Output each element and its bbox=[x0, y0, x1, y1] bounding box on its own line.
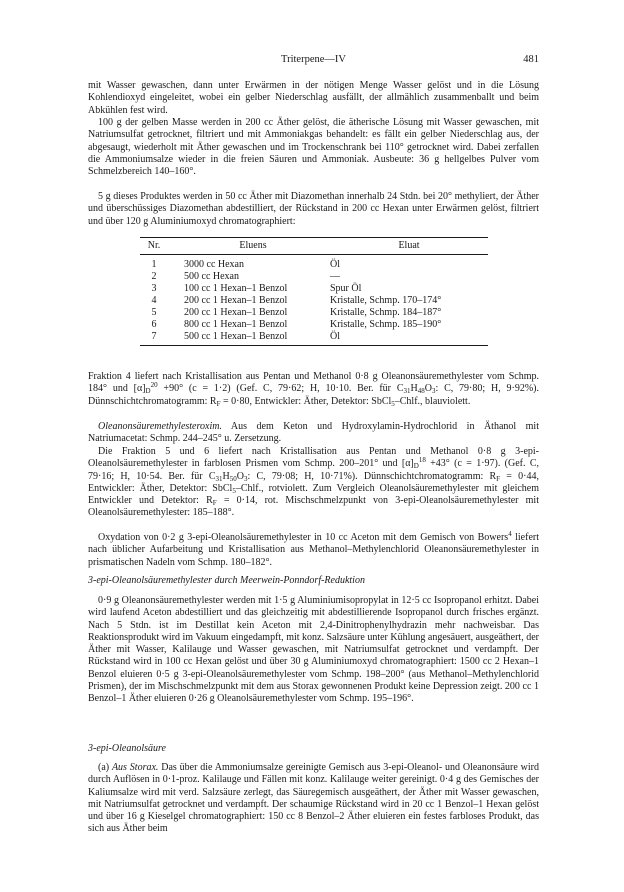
cell-nr: 4 bbox=[151, 294, 157, 306]
table-header-row bbox=[140, 238, 488, 255]
cell-eluens: 200 cc 1 Hexan–1 Benzol bbox=[184, 306, 288, 318]
paragraph-methylation: 5 g dieses Produktes werden in 50 cc Äther mit Diazomethan innerhalb 24 Stdn. bei 20° methyliert, der Äther und überschüssiges Diazomethan abdestilliert, der Rückstand in 200 cc Hexan unter Erwärmen gelöst, filtriert und über 120 g Aluminiumoxyd chromatographiert: bbox=[88, 191, 539, 227]
paragraph-fraction-4: Fraktion 4 liefert nach Kristallisation aus Pentan und Methanol 0·8 g Oleanonsäuremethylester vom Schmp. 184° und $[\alpha]_D^{20} +90^\circ$ (c = 1·2) (Gef. C, 79·62; H, 10·10. Ber. für $C_{31}H_{48}O_3$: C, 79·80; H, 9·92%). Dünnschichtchromatogramm: $R_F = 0\cdot 80$, Entwickler: Äther, Detektor: SbCl$_5$–Chlf., blauviolett. bbox=[88, 371, 540, 408]
cell-eluat: Kristalle, Schmp. 185–190° bbox=[330, 318, 442, 330]
running-header bbox=[88, 54, 539, 68]
cell-nr: 2 bbox=[151, 270, 157, 282]
table-row bbox=[140, 271, 488, 283]
cell-eluens: 100 cc 1 Hexan–1 Benzol bbox=[184, 282, 288, 294]
paragraph-fraction-5-6: Die Fraktion 5 und 6 liefert nach Kristallisation aus Pentan und Methanol 0·8 g 3-epi-Oleanolsäuremethylester in farblosen Prismen vom Schmp. 200–201° und $[\alpha]_D^{18} +43^\circ$ (c = 1·97). (Gef. C, 79·16; H, 10·54. Ber. für $C_{31}H_{50}O_3$: C, 79·08; H, 10·71%). Dünnschichtchromatogramm: $R_F = 0\cdot 44$, Entwickler: Äther, Detektor: SbCl$_5$–Chlf., rotviolett. Zum Vergleich Oleanolsäuremethylester mit gleichem Entwickler und Detektor: $R_F = 0\cdot 14$, rot. Mischschmelzpunkt von 3-epi-Oleanolsäuremethylester mit Oleanolsäuremethylester: 185–188°. bbox=[88, 446, 540, 519]
section-heading-mpv-reduction: 3-epi-Oleanolsäuremethylester durch Meerwein-Ponndorf-Reduktion bbox=[88, 575, 365, 586]
cell-eluat: Kristalle, Schmp. 184–187° bbox=[330, 306, 442, 318]
cell-eluens: 800 cc 1 Hexan–1 Benzol bbox=[184, 318, 288, 330]
table-row bbox=[140, 283, 488, 295]
cell-nr: 6 bbox=[151, 318, 157, 330]
cell-eluens: 500 cc 1 Hexan–1 Benzol bbox=[168, 331, 322, 346]
cell-eluat: Öl bbox=[322, 331, 488, 346]
running-title: Triterpene—IV bbox=[281, 54, 346, 65]
page-number: 481 bbox=[523, 54, 539, 65]
cell-eluens: 500 cc Hexan bbox=[184, 270, 239, 282]
cell-eluens: 3000 cc Hexan bbox=[184, 258, 244, 270]
paragraph-storax: (a) Aus Storax. Das über die Ammoniumsalze gereinigte Gemisch aus 3-epi-Oleanol- und Oleanonsäure wird durch Auflösen in 0·1-proz. Kalilauge und Fällen mit konz. Kalilauge weiter gereinigt. 0·4 g des Gemisches der Kaliumsalze wird mit verd. Salzsäure zerlegt, das Säuregemisch ausgeäthert, der Äther mit Wasser gewaschen, mit Natriumsulfat getrocknet und verdampft. Der schaumige Rückstand wird in 20 cc 1 Benzol–1 Hexan gelöst und über 16 g Kieselgel chromatographiert: 150 cc 8 Benzol–2 Äther eluieren ein festes farbloses Produkt, das sich aus Äther beim bbox=[88, 762, 539, 835]
cell-nr: 1 bbox=[151, 258, 157, 270]
cell-eluat: Spur Öl bbox=[330, 282, 362, 294]
header-eluens: Eluens bbox=[168, 238, 322, 255]
table-row bbox=[140, 295, 488, 307]
cell-nr: 3 bbox=[151, 282, 157, 294]
table-row bbox=[140, 259, 488, 271]
table-row bbox=[140, 331, 488, 346]
cell-eluens: 200 cc 1 Hexan–1 Benzol bbox=[184, 294, 288, 306]
chromatography-table bbox=[140, 237, 488, 346]
cell-nr: 7 bbox=[140, 331, 168, 346]
cell-eluat: Öl bbox=[330, 258, 340, 270]
cell-nr: 5 bbox=[151, 306, 157, 318]
section-heading-epi-oleanolic-acid: 3-epi-Oleanolsäure bbox=[88, 743, 166, 754]
storax-subtitle: Aus Storax. bbox=[111, 762, 159, 773]
paragraph-oxidation: Oxydation von 0·2 g 3-epi-Oleanolsäuremethylester in 10 cc Aceton mit dem Gemisch von Bowers$^4$ liefert nach üblicher Aufarbeitung und Kristallisation aus Methanol–Methylenchlorid Oleanonsäuremethylester in prismatischen Nadeln vom Schmp. 180–182°. bbox=[88, 530, 539, 568]
paragraph-mpv-reduction: 0·9 g Oleanonsäuremethylester werden mit 1·5 g Aluminiumisopropylat in 12·5 cc Isopropanol erhitzt. Dabei wird laufend Aceton abdestilliert und das gleichzeitig mit abdestillierende Isopropanol durch frisches ergänzt. Nach 5 Stdn. ist im Destillat kein Aceton mit 2,4-Dinitrophenylhydrazin mehr nachweisbar. Das Reaktionsprodukt wird im Vakuum eingedampft, mit konz. Salzsäure unter Kühlung angesäuert, ausgeäthert, der Äther mit Wasser, Kalilauge und Wasser gewaschen, mit Natriumsulfat getrocknet und verdampft. Der Rückstand wird in 100 cc Hexan gelöst und über 30 g Aluminiumoxyd chromatographiert: 1500 cc 2 Hexan–1 Benzol eluieren 0·5 g 3-epi-Oleanolsäuremethylester vom Schmp. 198–200° (aus Methanol–Methylenchlorid Prismen), der im Mischschmelzpunkt mit dem aus Storax gewonnenen Produkt keine Depression zeigt. 200 cc 1 Benzol–1 Äther eluieren 0·26 g Oleanolsäuremethylester vom Schmp. 195–196°. bbox=[88, 595, 539, 705]
cell-eluat: — bbox=[330, 270, 340, 282]
table-row bbox=[140, 307, 488, 319]
table-row bbox=[140, 319, 488, 331]
paragraph-ether-solution: 100 g der gelben Masse werden in 200 cc Äther gelöst, die ätherische Lösung mit Wasser gewaschen, mit Natriumsulfat getrocknet, filtriert und mit Ammoniakgas behandelt: es fällt ein gelber Niederschlag aus, der abgesaugt, wiederholt mit Äther gewaschen und im Trockenschrank bei 110° getrocknet wird. Dabei zerfallen die Ammoniumsalze wieder in die freien Säuren und Ammoniak. Ausbeute: 36 g hellgelbes Pulver vom Schmelzbereich 140–160°. bbox=[88, 117, 539, 178]
paragraph-wash: mit Wasser gewaschen, dann unter Erwärmen in der nötigen Menge Wasser gelöst und in die Lösung Kohlendioxyd eingeleitet, wobei ein gelber Niederschlag ausfällt, der allmählich zusammenballt und beim Abkühlen fest wird. bbox=[88, 80, 539, 116]
header-nr: Nr. bbox=[140, 238, 168, 255]
oxime-title: Oleanonsäuremethylesteroxim. bbox=[98, 421, 222, 432]
header-eluat: Eluat bbox=[322, 238, 488, 255]
cell-eluat: Kristalle, Schmp. 170–174° bbox=[330, 294, 442, 306]
paragraph-oxime: Oleanonsäuremethylesteroxim. Aus dem Keton und Hydroxylamin-Hydrochlorid in Äthanol mit Natriumacetat: Schmp. 244–245° u. Zersetzung. bbox=[88, 421, 539, 445]
